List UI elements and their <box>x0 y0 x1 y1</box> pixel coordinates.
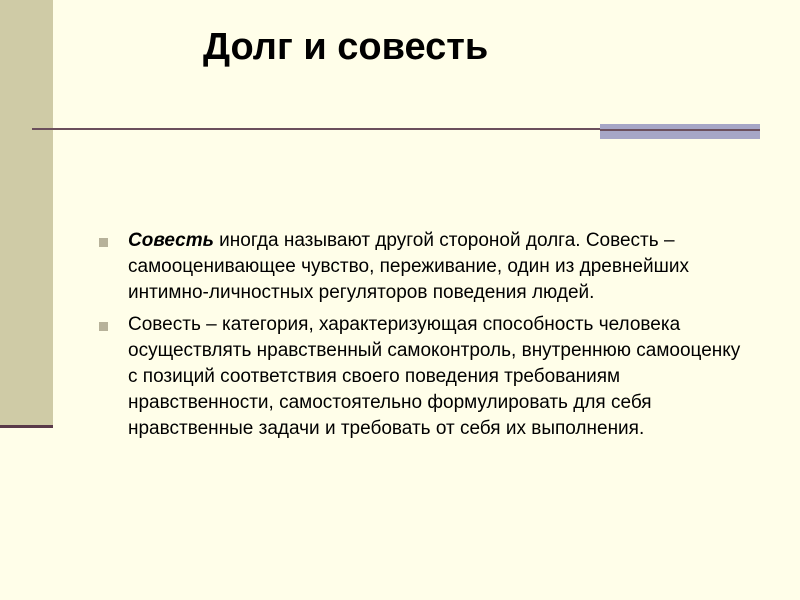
square-bullet-icon <box>99 322 108 331</box>
bullet-item-conscience-category <box>95 312 745 442</box>
bullet-text: иногда называют другой стороной долга. Совесть – самооценивающее чувство, переживание, один из древнейших интимно-личностных регуляторов поведения людей. <box>128 230 689 303</box>
bullet-list <box>95 228 745 448</box>
slide-title: Долг и совесть <box>203 26 489 68</box>
title-divider-accent-block <box>600 124 760 139</box>
left-decorative-band <box>0 0 53 428</box>
title-divider-line <box>32 128 600 130</box>
bullet-text: Совесть – категория, характеризующая способность человека осуществлять нравственный самоконтроль, внутреннюю самооценку с позиций соответствия своего поведения требованиям нравственности, самостоятельно формулировать для себя нравственные задачи и требовать от себя их выполнения. <box>128 314 741 439</box>
square-bullet-icon <box>99 238 108 247</box>
title-divider-accent-line <box>600 129 760 131</box>
bullet-term: Совесть <box>128 230 214 251</box>
bullet-item-conscience-definition <box>95 228 745 306</box>
left-band-edge-line <box>0 425 53 428</box>
